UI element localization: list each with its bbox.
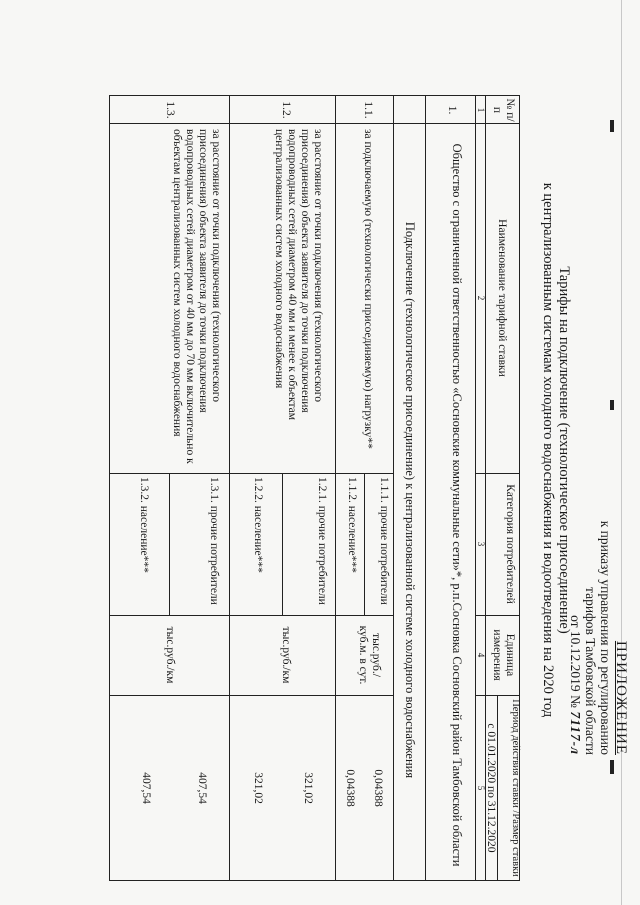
row-divider [393, 95, 394, 880]
row-unit: тыс.руб./км [280, 626, 292, 684]
appendix-line: тарифов Тамбовской области [583, 587, 598, 755]
header-divider [497, 695, 498, 880]
tariff-table [110, 95, 520, 880]
col-number: 5 [476, 785, 486, 791]
order-number-handwritten: 7117-л [568, 711, 583, 755]
org-row-num: 1. [446, 105, 458, 115]
subrow-divider [282, 473, 283, 615]
row-value: 0,04388 [344, 769, 356, 807]
appendix-block [568, 521, 628, 755]
header-num: № п/п [491, 98, 516, 122]
col-divider [110, 615, 394, 616]
col-divider [476, 615, 520, 616]
appendix-line: к приказу управления по регулированию [598, 520, 613, 755]
row-value: 0,04388 [372, 769, 384, 807]
header-period-range: с 01.01.2020 по 31.12.2020 [485, 723, 497, 853]
header-unit: Единица измерения [491, 629, 516, 681]
header-name: Наименование тарифной ставки [496, 219, 508, 377]
row-category: 1.3.2. население*** [138, 477, 150, 573]
row-value: 321,02 [252, 772, 264, 804]
row-category: 1.1.2. население*** [346, 477, 358, 573]
row-num: 1.3. [164, 101, 176, 119]
table-border [109, 95, 110, 880]
col-number: 1 [476, 107, 486, 113]
row-num: 1.1. [362, 101, 374, 119]
header-category: Категория потребителей [504, 484, 516, 604]
row-divider [425, 95, 426, 880]
col-number: 2 [476, 295, 486, 301]
table-border [110, 95, 520, 96]
row-name: за подключаемую (технологически присоединяемую) нагрузку** [362, 129, 374, 449]
row-unit: тыс.руб./км [164, 626, 176, 684]
table-border [109, 880, 520, 881]
col-divider [110, 123, 520, 124]
col-divider [110, 473, 394, 474]
header-period: Период действия ставки /Размер ставки [510, 699, 521, 877]
row-name: за расстояние от точки подключения (технологического присоединения) объекта заявителя до точки подключения водопроводных сетей диаметром от 40 мм до 70 мм включительно к объектам централизованных систем холодного водоснабжения [171, 129, 222, 464]
title-line: к централизованным системам холодного водоснабжения и водоотведения на 2020 год [540, 182, 556, 718]
row-category: 1.2.1. прочие потребители [316, 477, 328, 605]
row-value: 407,54 [196, 772, 208, 804]
document-title [540, 170, 572, 730]
row-category: 1.3.1. прочие потребители [208, 477, 220, 605]
org-row-text: Общество с ограниченной ответственностью «Сосновские коммунальные сети»*, р.п.Сосновка Сосновский район Тамбовской области [450, 143, 464, 867]
title-line: Тарифы на подключение (технологическое присоединение) [556, 266, 572, 634]
col-number: 3 [476, 541, 486, 547]
row-category: 1.1.1. прочие потребители [378, 477, 390, 605]
row-divider [335, 95, 336, 880]
row-category: 1.2.2. население*** [252, 477, 264, 573]
row-value: 321,02 [302, 772, 314, 804]
subrow-divider [364, 473, 365, 615]
subrow-divider [169, 473, 170, 615]
col-divider [476, 695, 520, 696]
section-row-text: Подключение (технологическое присоединение) к централизованной системе холодного водоснабжения [403, 221, 417, 779]
row-num: 1.2. [280, 101, 292, 119]
row-name: за расстояние от точки подключения (технологического присоединения) объекта заявителя до точки подключения водопроводных сетей диаметром 40 мм и менее к объектам централизованных систем холодного водоснабжения [273, 129, 324, 421]
col-divider [110, 695, 394, 696]
appendix-heading: ПРИЛОЖЕНИЕ [613, 640, 629, 755]
col-divider [476, 473, 520, 474]
col-number: 4 [476, 652, 486, 658]
row-unit: тыс.руб./ куб.м. в сут. [357, 625, 382, 685]
row-divider [229, 95, 230, 880]
appendix-date: от 10.12.2019 № [568, 615, 583, 708]
row-value: 407,54 [140, 772, 152, 804]
